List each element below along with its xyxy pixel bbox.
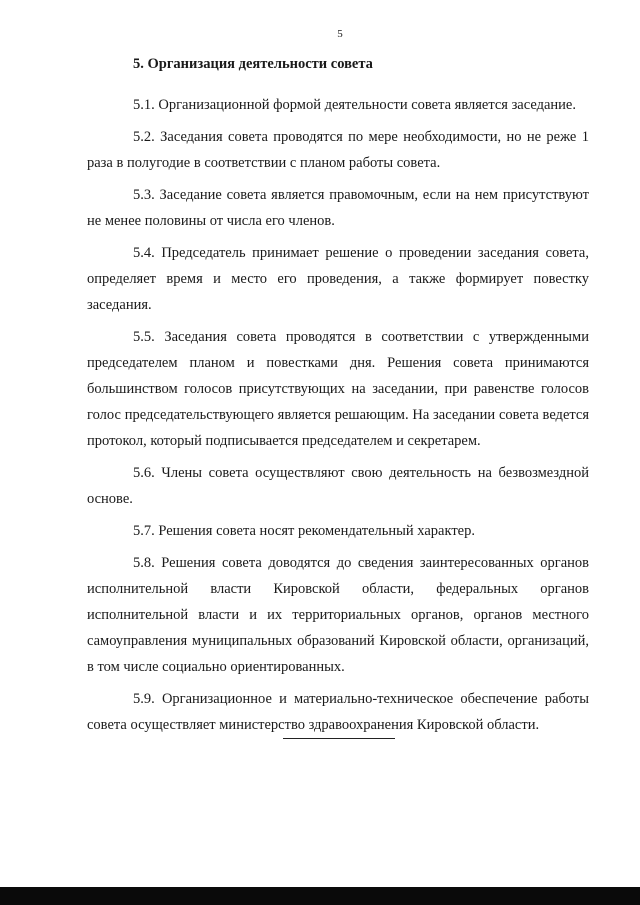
paragraph-5-5: 5.5. Заседания совета проводятся в соответствии с утвержденными председателем планом и повестками дня. Решения совета принимаются большинством голосов присутствующих на заседании, при равенстве голосов голос председательствующего является решающим. На заседании совета ведется протокол, который подписывается председателем и секретарем.	[87, 329, 589, 449]
document-body	[87, 92, 589, 744]
paragraph-5-4: 5.4. Председатель принимает решение о проведении заседания совета, определяет время и место его проведения, а также формирует повестку заседания.	[87, 245, 589, 313]
paragraph-5-8: 5.8. Решения совета доводятся до сведения заинтересованных органов исполнительной власти Кировской области, федеральных органов исполнительной власти и их территориальных органов, органов местного самоуправления муниципальных образований Кировской области, организаций, в том числе социально ориентированных.	[87, 555, 589, 675]
paragraph-5-9: 5.9. Организационное и материально-техническое обеспечение работы совета осуществляет министерство здравоохранения Кировской области.	[87, 691, 589, 733]
page-number: 5	[337, 28, 343, 40]
paragraph-5-3: 5.3. Заседание совета является правомочным, если на нем присутствуют не менее половины от числа его членов.	[87, 187, 589, 229]
end-divider-line	[283, 738, 395, 739]
section-title: 5. Организация деятельности совета	[133, 56, 373, 72]
paragraph-5-2: 5.2. Заседания совета проводятся по мере необходимости, но не реже 1 раза в полугодие в соответствии с планом работы совета.	[87, 129, 589, 171]
paragraph-5-1: 5.1. Организационной формой деятельности совета является заседание.	[133, 97, 576, 113]
scan-bottom-border	[0, 887, 640, 905]
paragraph-5-7: 5.7. Решения совета носят рекомендательный характер.	[133, 523, 475, 539]
paragraph-5-6: 5.6. Члены совета осуществляют свою деятельность на безвозмездной основе.	[87, 465, 589, 507]
